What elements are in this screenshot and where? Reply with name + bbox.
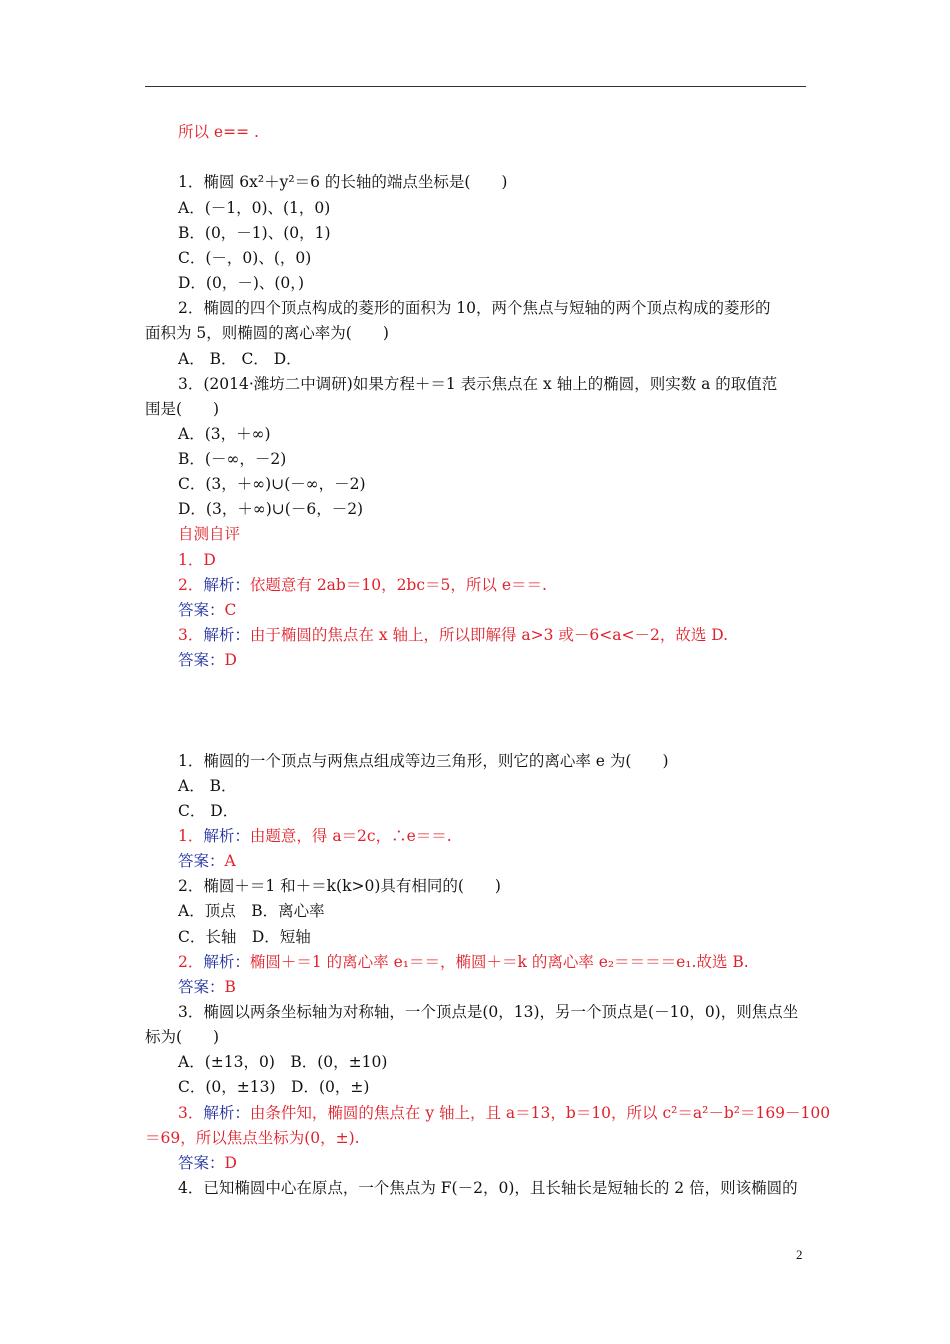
header-line: 所以 e== . — [178, 123, 259, 141]
s2-q4-stem-line1: 4．已知椭圆中心在原点，一个焦点为 F(－2，0)，且长轴长是短轴长的 2 倍，则该椭圆的 — [178, 1179, 798, 1197]
s2-q1-solution: 1．解析：由题意，得 a＝2c，∴e＝＝. — [178, 827, 452, 845]
label-keyword: 解析： — [203, 953, 250, 971]
s2-q2-stem: 2．椭圆＋＝1 和＋＝k(k>0)具有相同的( ) — [178, 877, 501, 895]
label-keyword: 解析： — [203, 626, 250, 644]
self-check-answer-2: 答案：C — [178, 601, 237, 619]
s1-q3-stem-line1: 3．(2014·潍坊二中调研)如果方程＋＝1 表示焦点在 x 轴上的椭圆，则实数 a 的取值范 — [178, 375, 778, 393]
s2-q2-options-ab: A．顶点 B．离心率 — [178, 902, 325, 920]
self-check-answer-3: 答案：D — [178, 651, 237, 669]
s2-q3-solution-line2: ＝69，所以焦点坐标为(0，±). — [145, 1129, 360, 1147]
self-check-solution-3: 3．解析：由于椭圆的焦点在 x 轴上，所以即解得 a>3 或－6<a<－2，故选 D. — [178, 626, 729, 644]
s1-q3-option-d: D．(3，＋∞)∪(－6，－2) — [178, 500, 364, 518]
self-check-title: 自测自评 — [178, 525, 241, 543]
s1-q3-option-c: C．(3，＋∞)∪(－∞，－2) — [178, 475, 366, 493]
s2-q1-options-ab: A． B． — [178, 777, 237, 795]
s2-q2-solution: 2．解析：椭圆＋＝1 的离心率 e₁＝＝，椭圆＋＝k 的离心率 e₂＝＝＝＝e₁.故选 B. — [178, 953, 749, 971]
label-keyword: 解析： — [203, 827, 250, 845]
s1-q1-option-b: B．(0，－1)、(0，1) — [178, 224, 331, 242]
label-keyword: 答案： — [178, 601, 225, 619]
s1-q1-option-a: A．(－1，0)、(1，0) — [178, 199, 331, 217]
label-keyword: 答案： — [178, 651, 225, 669]
s1-q2-options: A． B． C． D． — [178, 350, 302, 368]
label-keyword: 答案： — [178, 1154, 225, 1172]
s1-q3-stem-line2: 围是( ) — [145, 400, 220, 418]
s2-q3-answer: 答案：D — [178, 1154, 237, 1172]
s2-q3-options-ab: A．(±13，0) B．(0，±10) — [178, 1053, 388, 1071]
self-check-answer-1: 1．D — [178, 551, 216, 569]
self-check-solution-2: 2．解析：依题意有 2ab＝10，2bc＝5，所以 e＝＝. — [178, 576, 547, 594]
s2-q1-answer: 答案：A — [178, 852, 236, 870]
s1-q1-option-d: D．(0，－)、(0，) — [178, 274, 305, 292]
s2-q3-stem-line2: 标为( ) — [145, 1028, 220, 1046]
s2-q3-stem-line1: 3．椭圆以两条坐标轴为对称轴，一个顶点是(0，13)，另一个顶点是(－10，0)，则焦点坐 — [178, 1003, 799, 1021]
s2-q2-answer: 答案：B — [178, 978, 236, 996]
page-number: 2 — [796, 1247, 803, 1262]
s2-q3-options-cd: C．(0，±13) D．(0，±) — [178, 1078, 370, 1096]
s2-q1-stem: 1．椭圆的一个顶点与两焦点组成等边三角形，则它的离心率 e 为( ) — [178, 752, 669, 770]
s2-q1-options-cd: C． D． — [178, 802, 239, 820]
label-keyword: 答案： — [178, 978, 225, 996]
label-keyword: 解析： — [203, 576, 250, 594]
s1-q3-option-b: B．(－∞，－2) — [178, 450, 287, 468]
s2-q2-options-cd: C．长轴 D．短轴 — [178, 928, 311, 946]
s1-q2-stem-line1: 2．椭圆的四个顶点构成的菱形的面积为 10，两个焦点与短轴的两个顶点构成的菱形的 — [178, 299, 771, 317]
s1-q3-option-a: A．(3，＋∞) — [178, 425, 271, 443]
header-rule — [145, 86, 806, 87]
label-keyword: 解析： — [203, 1104, 250, 1122]
s1-q1-stem: 1．椭圆 6x²＋y²＝6 的长轴的端点坐标是( ) — [178, 173, 508, 191]
s2-q3-solution-line1: 3．解析：由条件知，椭圆的焦点在 y 轴上，且 a＝13，b＝10，所以 c²＝a²－b²＝169－100 — [178, 1104, 831, 1122]
label-keyword: 答案： — [178, 852, 225, 870]
s1-q2-stem-line2: 面积为 5，则椭圆的离心率为( ) — [145, 324, 389, 342]
s1-q1-option-c: C．(－，0)、(，0) — [178, 249, 312, 267]
